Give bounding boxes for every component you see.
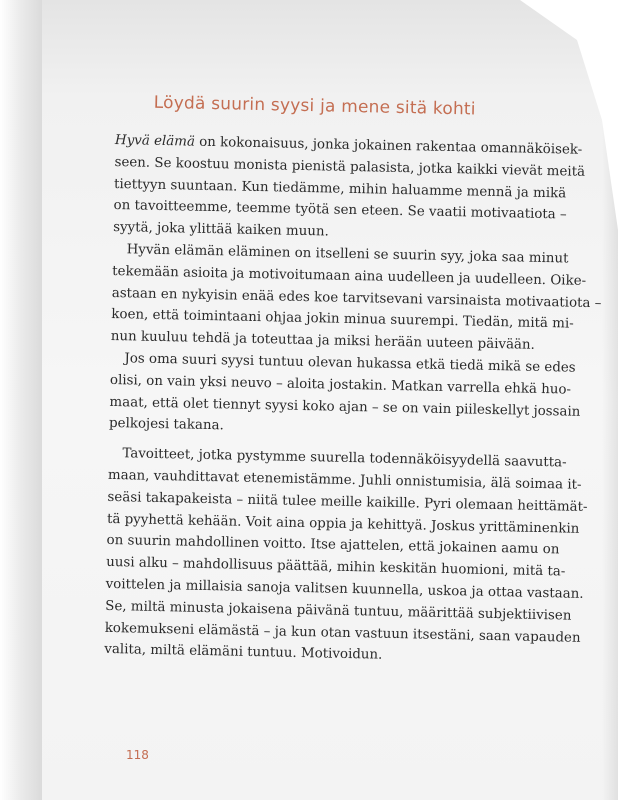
text-line: tä pyyhettä kehään. Voit aina oppia ja kehittyä. Joskus yrittäminenkin — [106, 511, 580, 537]
text-line: tiettyyn suuntaan. Kun tiedämme, mihin haluamme mennä ja mikä — [113, 176, 567, 202]
page-number: 118 — [126, 748, 149, 762]
paragraph-2 — [110, 239, 602, 358]
text-line: on suurin mahdollinen voitto. Itse ajattelen, että jokainen aamu on — [106, 533, 560, 558]
text-line: Se, miltä minusta jokaisena päivänä tuntuu, määrittää subjektiivisen — [105, 598, 572, 624]
text-line: uusi alku – mahdollisuus päättää, mihin keskitän huomioni, mitä ta- — [105, 555, 566, 580]
page-edge-shadow — [602, 110, 618, 800]
text-line: on tavoitteemme, teemme työtä sen eteen. Se vaatii motivaatiota – — [113, 198, 567, 223]
text-line: nun kuuluu tehdä ja toteuttaa ja miksi herään uuteen päivään. — [110, 329, 536, 353]
text-line: kokemukseni elämästä – ja kun otan vastuun itsestäni, saan vapauden — [104, 620, 581, 646]
text-line: syytä, joka ylittää kaiken muun. — [113, 220, 329, 240]
paragraph-1 — [113, 130, 585, 249]
chapter-heading: Löydä suurin syysi ja mene sitä kohti — [153, 92, 476, 120]
text-line: seäsi takapakeista – niitä tulee meille kaikille. Pyri olemaan heittämät- — [107, 489, 588, 515]
text-line: maan, vauhdittavat etenemistämme. Juhli onnistumisia, älä soimaa it- — [107, 467, 582, 493]
book-gutter-shadow — [0, 0, 48, 800]
text-line: valita, miltä elämäni tuntuu. Motivoidun. — [104, 642, 383, 664]
text-line: astaan en nykyisin enää edes koe tarvitsevani varsinaista motivaatiota – — [111, 285, 602, 311]
text-line: Hyvän elämän eläminen on itselleni se suurin syy, joka saa minut — [126, 242, 569, 267]
text-line: olisi, on vain yksi neuvo – aloita jostakin. Matkan varrella ehkä huo- — [109, 372, 572, 398]
text-line: tekemään asioita ja motivoitumaan aina uudelleen ja uudelleen. Oike- — [112, 263, 587, 289]
paragraph-3 — [109, 348, 581, 445]
text-line: seen. Se koostuu monista pienistä palasista, jotka kaikki vievät meitä — [114, 154, 586, 180]
text-line: pelkojesi takana. — [108, 416, 224, 434]
text-line: Jos oma suuri syysi tuntuu olevan hukassa etkä tiedä mikä se edes — [124, 351, 576, 376]
italic-phrase: Hyvä elämä — [114, 132, 196, 150]
text-line-rest: on kokonaisuus, jonka jokainen rakentaa omannäköisek- — [194, 134, 583, 158]
page-content — [104, 92, 602, 671]
text-line: Tavoitteet, jotka pystymme suurella todennäköisyydellä saavutta- — [122, 446, 567, 471]
text-line: koen, että toimintaani ohjaa jokin minua suurempi. Tiedän, mitä mi- — [111, 307, 574, 333]
paragraph-4 — [104, 443, 588, 671]
text-line: maat, että olet tiennyt syysi koko ajan – se on vain piileskellyt jossain — [109, 394, 581, 420]
text-line: voittelen ja millaisia sanoja valitsen kuunnella, uskoa ja ottaa vastaan. — [105, 576, 584, 602]
